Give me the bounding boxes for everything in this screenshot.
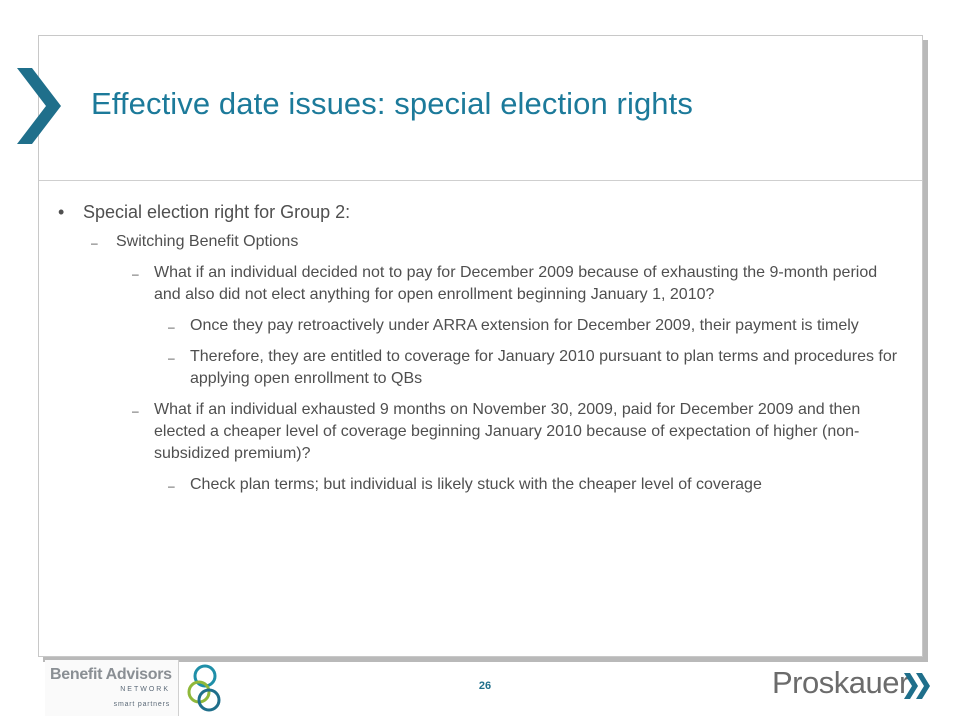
- dash-marker: –: [132, 267, 139, 281]
- chevron-icon: [17, 68, 61, 144]
- proskauer-logo: [772, 665, 934, 705]
- dash-marker: –: [168, 351, 175, 365]
- double-chevron-icon: [904, 673, 932, 699]
- benefit-advisors-logo: [45, 660, 225, 718]
- bullet-text: Special election right for Group 2:: [83, 202, 351, 222]
- bullet-level3: [132, 262, 903, 306]
- bullet-text: What if an individual decided not to pay for December 2009 because of exhausting the 9-month period and also did not elect anything for open enrollment beginning January 1, 2010?: [154, 264, 878, 303]
- bullet-level3: [132, 399, 903, 465]
- bullet-text: Switching Benefit Options: [116, 233, 299, 250]
- bullet-text: What if an individual exhausted 9 months on November 30, 2009, paid for December 2009 and then elected a cheaper level of coverage beginning January 2010 because of expectation of higher (non-subsidized premium)?: [154, 401, 861, 462]
- bullet-level2: [91, 231, 903, 253]
- dash-marker: –: [132, 404, 139, 418]
- dash-marker: –: [168, 320, 175, 334]
- bullet-level1: [58, 200, 903, 225]
- dash-marker: –: [168, 479, 175, 493]
- slide-body: [58, 200, 903, 505]
- logo-line3: smart partners: [113, 701, 170, 708]
- bullet-level4: [168, 315, 903, 337]
- bullet-text: Once they pay retroactively under ARRA extension for December 2009, their payment is timely: [190, 317, 859, 334]
- logo-line2: NETWORK: [120, 686, 170, 693]
- bullet-text: Check plan terms; but individual is likely stuck with the cheaper level of coverage: [190, 476, 762, 493]
- bullet-level4: [168, 346, 903, 390]
- logo-line1: Benefit Advisors: [50, 666, 172, 683]
- page-number: 26: [478, 680, 492, 692]
- proskauer-wordmark: Proskauer: [772, 665, 909, 700]
- bullet-text: Therefore, they are entitled to coverage for January 2010 pursuant to plan terms and procedures for applying open enrollment to QBs: [190, 348, 898, 387]
- rings-logo-icon: [185, 662, 225, 714]
- title-divider: [39, 180, 922, 181]
- slide-title: Effective date issues: special election rights: [91, 86, 693, 121]
- benefit-advisors-wordmark: [45, 660, 179, 716]
- bullet-marker: •: [58, 202, 65, 222]
- bullet-level4: [168, 474, 903, 496]
- dash-marker: –: [91, 236, 98, 250]
